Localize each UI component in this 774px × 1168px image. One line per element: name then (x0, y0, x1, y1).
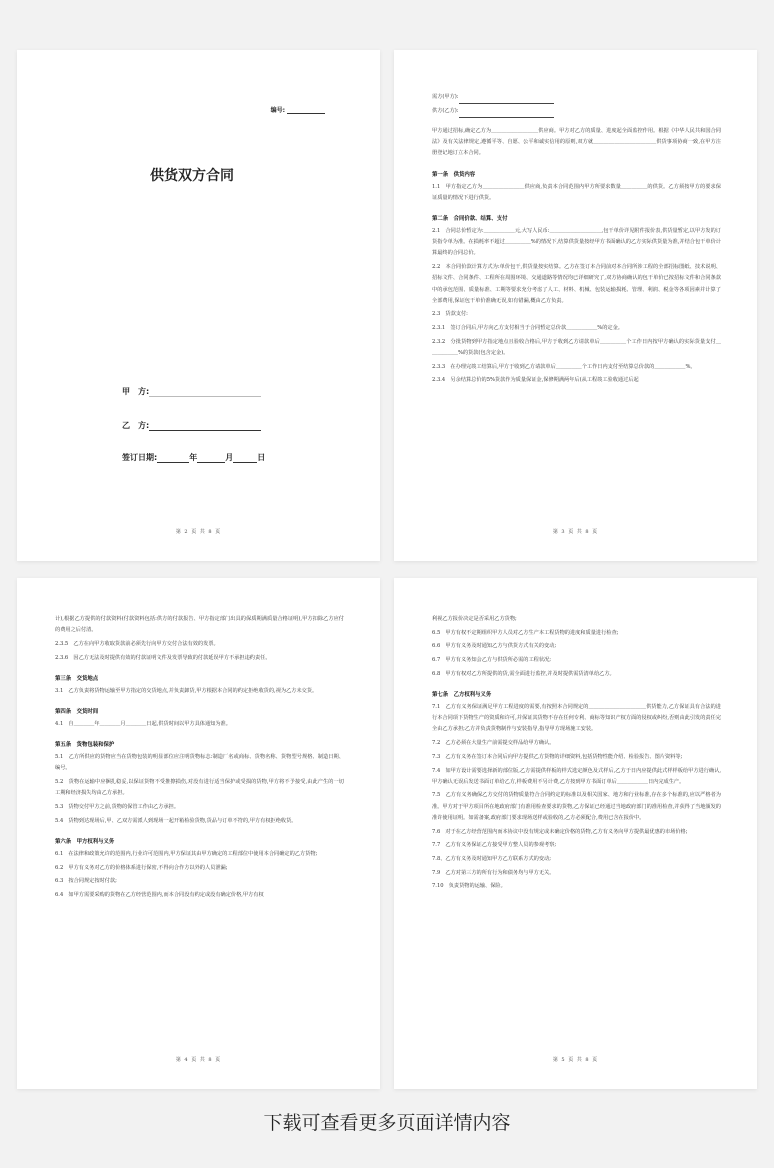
clause-5-3: 5.3 货物交付甲方之前,货物的保管工作由乙方承担。 (55, 804, 180, 811)
clause-6-4: 6.4 如甲方需要采购的货物在乙方经营范围内,而本合同没有约定或没有确定价格,甲方有权 (55, 892, 264, 899)
document-page-3 (394, 50, 757, 561)
month-label: 月 (225, 453, 234, 462)
day-label: 日 (257, 453, 266, 462)
continued-paragraph: 计),根据乙方提供的付款资料(付款资料包括:供方的付款报告、甲方指定部门出具的保质期满质量合格证明),甲方扣除乙方应付的费用之后付清。 (55, 616, 344, 634)
party-b-label: 乙 方: (122, 421, 150, 430)
clause-2-3-6: 2.3.6 因乙方无法及时提供有效的付款证明文件及发票导致的付款延误甲方不承担违约责任。 (55, 654, 271, 661)
document-title: 供货双方合同 (150, 168, 234, 184)
clause-6-8: 6.8 甲方有权对乙方所提供的货,需全面进行监控,并及时提供需货清单给乙方。 (432, 670, 615, 677)
article-1-heading: 第一条 供货内容 (432, 171, 476, 178)
party-b-line (122, 420, 261, 431)
intro-paragraph: 甲方通过招标,确定乙方为＿＿＿＿＿＿＿＿＿供应商。甲方对乙方的质量、进度起全面监控作用。根据《中华人民共和国合同法》及有关法律规定,遵循平等、自愿、公平和诚实信用的原则,双方就＿＿＿＿＿＿＿＿＿＿＿＿供货事项协商一致,在甲方注册登记地订立本合同。 (432, 128, 721, 157)
party-a-line (122, 386, 261, 397)
clause-2-3: 2.3 货款支付: (432, 311, 468, 318)
contract-number-blank (287, 108, 325, 114)
page-body (432, 614, 721, 895)
clause-1-1: 1.1 甲方指定乙方为＿＿＿＿＿＿＿＿供应商,负责本合同范围内甲方所要求数量＿＿＿＿＿的供货。乙方须按甲方的要求保证质量的情况下进行供货。 (432, 183, 721, 201)
clause-7-2: 7.2 乙方必须在大量生产前需提交样品给甲方确认。 (432, 740, 555, 747)
clause-7-10: 7.10 负责货物的运输、保险。 (432, 883, 506, 890)
page-body (432, 90, 721, 389)
clause-2-3-1: 2.3.1 签订合同后,甲方向乙方支付相当于合同暂定总价款＿＿＿＿＿＿%的定金。 (432, 325, 623, 332)
page-number: 第 4 页 共 8 页 (175, 1057, 222, 1063)
buyer-label: 需方(甲方): (432, 94, 459, 100)
contract-number-label: 编号: (270, 107, 285, 114)
article-7-heading: 第七条 乙方权利与义务 (432, 692, 492, 699)
clause-2-3-3: 2.3.3 在办理完竣工结算后,甲方于收到乙方请款单后＿＿＿＿＿个工作日内支付至结算总价款的＿＿＿＿＿＿%。 (432, 363, 696, 370)
clause-5-1: 5.1 乙方所供应的货物应当在货物包装的明显部位应注明货物标志:制造厂名或商标、货物名称、货物型号规格、制造日期、编号。 (55, 754, 344, 772)
clause-7-3: 7.3 乙方有义务在签订本合同后向甲方提供乙方货物的详细资料,包括货物性能介绍、检验报告、图片资料等; (432, 753, 683, 760)
clause-5-2: 5.2 货物在运输中应捆扎稳妥,以保证货物不受推擦损伤,对没有进行适当保护或受损的货物,甲方将不予接受,由此产生的一切工期和经济损失均由乙方承担。 (55, 779, 344, 797)
sign-date-label: 签订日期: (122, 453, 158, 462)
article-5-heading: 第五条 货物包装和保护 (55, 742, 115, 749)
clause-7-1: 7.1 乙方有义务保证满足甲方工程进度的需要,有按照本合同规定的＿＿＿＿＿＿＿＿＿＿＿供货能力,乙方保证具有合法的进行本合同项下货物生产的资质和许可,并保证其货物不存在任何专利、商标等知识产权方面的侵权或纠纷,否则由此引发的责任完全由乙方承担;乙方并负责货物制作与安装指导,指导甲方现场施工安装。 (432, 704, 721, 733)
year-label: 年 (189, 453, 198, 462)
page-number: 第 5 页 共 8 页 (552, 1057, 599, 1063)
month-blank (197, 455, 225, 463)
clause-6-6: 6.6 甲方有义务及时通知乙方与供货方式有关的变动; (432, 643, 557, 650)
clause-3-1: 3.1 乙方负责将货物运输至甲方指定的交货地点,并负责卸货,甲方根据本合同的约定拒绝收货的,视为乙方未交货。 (55, 687, 318, 694)
clause-7-9: 7.9 乙方对第三方的所有行为和债务均与甲方无关。 (432, 869, 555, 876)
article-6-heading: 第六条 甲方权利与义务 (55, 838, 115, 845)
download-caption: 下载可查看更多页面详情内容 (263, 1112, 511, 1134)
party-a-blank (149, 389, 261, 397)
document-page-5 (394, 578, 757, 1089)
continued-paragraph: 利视乙方报价决定是否采用乙方货物; (432, 616, 517, 622)
seller-label: 供方(乙方): (432, 108, 459, 114)
document-page-cover (17, 50, 380, 561)
clause-5-4: 5.4 货物到达现场后,甲、乙双方需派人到现场一起开箱检验货物,货品与订单不符的,甲方有权拒绝收货。 (55, 817, 297, 824)
clause-6-1: 6.1 在法律和政策允许的范围内,行业许可范围内,甲方保证其由甲方确定的工程部位中使用本合同确定的乙方货物; (55, 850, 318, 857)
party-b-blank (149, 423, 261, 431)
article-3-heading: 第三条 交货地点 (55, 675, 99, 682)
buyer-line (432, 90, 721, 104)
sign-date-line (122, 452, 265, 463)
clause-7-7: 7.7 乙方有义务保证乙方接受甲方整人员的参观考察; (432, 842, 557, 849)
page-number: 第 3 页 共 8 页 (552, 529, 599, 535)
year-blank (157, 455, 189, 463)
clause-7-6: 7.6 对于在乙方经营范围内而本协议中没有规定或未确定价格的货物,乙方有义务向甲方提供最优惠的市场价格; (432, 828, 688, 835)
clause-2-3-4: 2.3.4 另余结算总价的5%货款作为质量保证金,保修期满两年后(从工程竣工验收通过后起 (432, 377, 639, 384)
clause-6-5: 6.5 甲方有权不定期组织甲方人员对乙方生产本工程货物的进度和质量进行检查; (432, 629, 619, 636)
article-2-heading: 第二条 合同价款、结算、支付 (432, 216, 508, 223)
article-4-heading: 第四条 交货时间 (55, 709, 99, 716)
page-body (55, 614, 344, 904)
clause-2-2: 2.2 本合同价款计算方式为:单价包干,供货量按实结算。乙方在签订本合同前对本合同所涉工程的全部招标图纸、技术说明、招标文件、合同条件、工程所在周围环境、交通道路等情况均已详细研究了,双方协商确认的包干单价已按招标文件和合同条款中的承包范围、质量标准、工期等要求充分考虑了人工、材料、机械、包装运输损耗、管理、利润、税金等各项因素并计算了全部费用,保证包干单价准确无误,如有错漏,概由乙方负责。 (432, 264, 721, 304)
seller-blank (459, 112, 554, 118)
clause-7-8: 7.8、乙方有义务及时通知甲方乙方联系方式的变动; (432, 855, 551, 862)
page-number: 第 2 页 共 8 页 (175, 529, 222, 535)
clause-2-3-5: 2.3.5 乙方在向甲方收取货款前必须先行向甲方交付合法有效的发票。 (55, 640, 219, 647)
clause-6-3: 6.3 按合同规定按时付款; (55, 878, 117, 885)
clause-2-1: 2.1 合同总价暂定为:＿＿＿＿＿＿元,大写人民币:＿＿＿＿＿＿＿＿＿＿,包干单价详见附件报价表,供货量暂定,以甲方发的订货指令单为准。在损耗率不超过＿＿＿＿＿%的情况下,结算供货量按经甲方书面确认的乙方实际供货量为准,并结合包干单价计算最终的合同总价。 (432, 228, 721, 257)
clause-4-1: 4.1 自＿＿＿＿年＿＿＿＿月＿＿＿＿日起,供货时间以甲方具体通知为准。 (55, 721, 231, 728)
clause-7-4: 7.4 如甲方设计需要选择新的部位版,乙方需提供样板的样式选定颜色及式样后,乙方于日内应提供此式样样板给甲方进行确认,甲方确认无误后发送书面订单给乙方,样板费用不另计费,乙方按到甲方书面订单后＿＿＿＿＿＿日内完成生产。 (432, 767, 721, 785)
clause-6-2: 6.2 甲方有义务对乙方的价格体系进行保密,不得向合作方以外的人员泄漏; (55, 864, 228, 871)
clause-6-7: 6.7 甲方有义务知会乙方与供货所必需的工程状况; (432, 657, 551, 664)
contract-number (271, 105, 325, 114)
seller-line (432, 104, 721, 118)
party-a-label: 甲 方: (122, 387, 150, 396)
day-blank (233, 455, 257, 463)
clause-7-5: 7.5 乙方有义务确保乙方交付的货物质量符合合同约定的标准以及相关国家、地方和行业标准,存在多个标准的,应以严格者为准。甲方对于甲方项目所在地政府部门有准用检查要求的货物,乙方保证已经通过当地政府部门的准用检查,并获得了当地颁发的准许使用证明。如需备案,政府部门要求现场送样或验收的,乙方必须配合,费用已含在报价中。 (432, 792, 721, 821)
clause-2-3-2: 2.3.2 分批货物到甲方指定地点且验收合格后,甲方于收到乙方请款单后＿＿＿＿＿个工作日内按甲方确认的实际货量支付＿＿＿＿＿＿%的货款(包含定金)。 (432, 338, 721, 357)
document-page-4 (17, 578, 380, 1089)
